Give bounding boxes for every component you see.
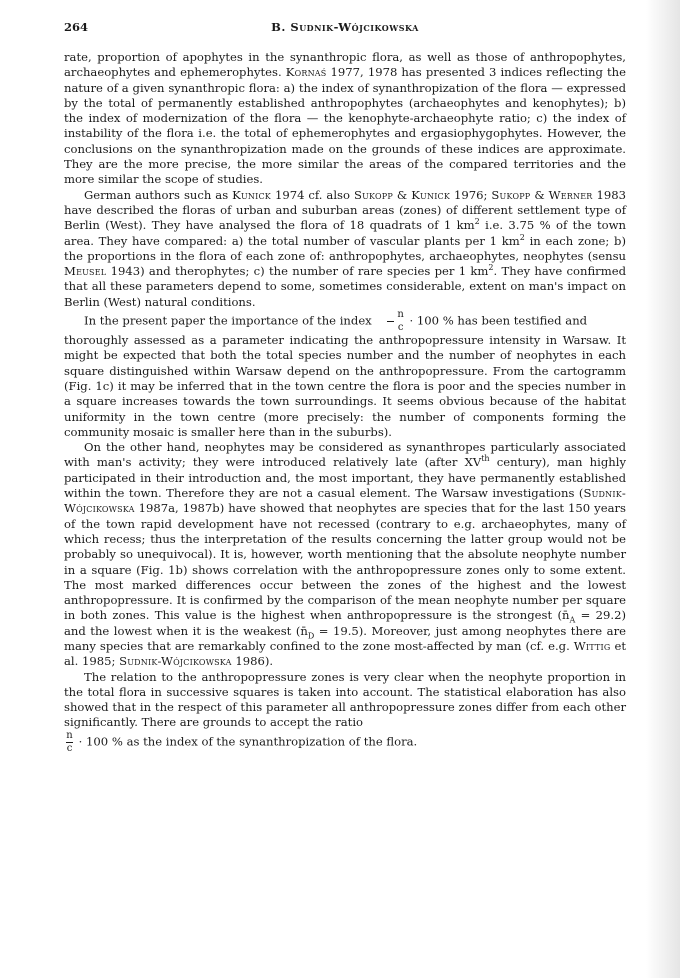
text-run: = 19.5). Moreover, just among neophytes there are many species that are remarkably confined to the zone most-affected by man (cf. e.g. [64, 623, 626, 653]
author-name: Werner [548, 187, 593, 202]
text-run: = 29.2) and the lowest when it is the weakest ( [64, 608, 626, 638]
paragraph-4 [64, 440, 626, 669]
text-run: et al. 1985; [64, 638, 626, 669]
text-run: & [530, 187, 549, 202]
paragraph-3-formula-line [64, 310, 626, 333]
text-run: · 100 % has been testified and [405, 313, 588, 328]
fraction-numerator: n [66, 729, 73, 741]
symbol-mean-n: n̄ [300, 623, 308, 638]
author-name: Sukopp [353, 187, 393, 202]
text-run: i.e. 3.75 % of the town area. They have compared: a) the total number of vascular plants per 1 km [64, 218, 627, 248]
text-run: On the other hand, neophytes may be considered as synanthropes particularly associated with man's activity; they were introduced relatively late (after XV [64, 440, 626, 470]
text-run: in each zone; b) the proportions in the flora of each zone of: anthropophytes, archaeophytes, neophytes (sensu [64, 233, 626, 263]
text-run: In the present paper the importance of the index [84, 313, 376, 328]
page-edge-shading [646, 0, 680, 978]
author-name: Wittig [573, 638, 611, 653]
text-run: · 100 % as the index of the synanthropization of the flora. [75, 734, 418, 749]
fraction-n-over-c [66, 731, 73, 754]
superscript: 2 [519, 232, 525, 242]
fraction-denominator: c [397, 322, 404, 334]
paragraph-5-formula-line [64, 731, 626, 754]
author-name: Meusel [64, 264, 107, 279]
text-run: 1983 have described the floras of urban and suburban areas (zones) of different settlement type of Berlin (West). They have analysed the flora of 18 quadrats of 1 km [64, 187, 626, 233]
text-run: . They have confirmed that all these parameters depend to some, sometimes considerable, extent on man's impact on Berlin (West) natural conditions. [64, 264, 626, 309]
superscript: th [481, 454, 490, 464]
text-run: & [392, 187, 412, 202]
paragraph-3 [64, 333, 626, 440]
author-name: Sukopp [491, 187, 531, 202]
author-name: Kornaś [285, 65, 327, 80]
author-name: Kunick [411, 187, 451, 202]
author-name: Sudnik-Wójcikowska [64, 486, 626, 516]
author-name: Kunick [232, 187, 271, 202]
fraction-bar [387, 321, 394, 322]
subscript: A [569, 615, 576, 625]
running-head: B. Sudnik-Wójcikowska [271, 20, 419, 34]
paragraph-5 [64, 670, 626, 731]
text-run: 1943) and therophytes; c) the number of rare species per 1 km [106, 264, 489, 279]
text-run: 1976; [450, 187, 492, 202]
symbol-mean-n: n̄ [562, 608, 570, 623]
author-name: Sudnik-Wójcikowska [119, 654, 232, 669]
superscript: 2 [474, 217, 480, 227]
paragraph-2 [64, 188, 626, 310]
text-run: German authors such as [84, 187, 233, 202]
text-run: 1986). [231, 654, 274, 669]
fraction-denominator: c [66, 742, 73, 754]
superscript: 2 [488, 263, 494, 273]
paragraph-1 [64, 50, 626, 188]
text-run: rate, proportion of apophytes in the synanthropic flora, as well as those of anthropophytes, archaeophytes and ephemerophytes. [64, 50, 626, 80]
page-header [64, 20, 626, 40]
text-run: thoroughly assessed as a parameter indicating the anthropopressure intensity in Warsaw. It might be expected that both the total species number and the number of neophytes in each square distinguished within Warsaw depend on the anthropopressure. From the cartogramm (Fig. 1c) it may be inferred that in the town centre the flora is poor and the species number in a square increases towards the town surroundings. It seems obvious because of the habitat uniformity in the town centre (more precisely: the number of components forming the community mosaic is smaller here than in the suburbs). [64, 333, 626, 439]
fraction-n-over-c [377, 310, 403, 333]
body-text [64, 50, 626, 754]
text-run: 1974 cf. also [270, 187, 354, 202]
fraction-numerator: n [397, 309, 404, 321]
text-run: century), man highly participated in their introduction and, the most important, they have permanently established within the town. Therefore they are not a casual element. The Warsaw investigations ( [64, 455, 626, 501]
text-run: 1977, 1978 has presented 3 indices reflecting the nature of a given synanthropic flora: a) the index of synanthropization of the flora — expressed by the total of permanently established anthropophytes (archaeophytes and kenophytes); b) the index of modernization of the flora — the kenophyte-archaeophyte ratio; c) the index of instability of the flora i.e. the total of ephemerophytes and ergasiophygophytes. However, the conclusions on the synanthropization made on the grounds of these indices are approximate. They are the more precise, the more similar the areas of the compared territories and the more similar the scope of studies. [64, 65, 626, 187]
text-run: The relation to the anthropopressure zones is very clear when the neophyte proportion in the total flora in successive squares is taken into account. The statistical elaboration has also showed that in the respect of this parameter all anthropopressure zones differ from each other significantly. There are grounds to accept the ratio [64, 669, 626, 730]
text-run: 1987a, 1987b) have showed that neophytes are species that for the last 150 years of the town rapid development have not recessed (contrary to e.g. archaeophytes, many of which recess; thus the interpretation of the results concerning the latter group would not be probably so unequivocal). It is, however, worth mentioning that the absolute neophyte number in a square (Fig. 1b) shows correlation with the anthropopressure zones only to some extent. The most marked differences occur between the zones of the highest and the lowest anthropopressure. It is confirmed by the comparison of the mean neophyte number per square in both zones. This value is the highest when anthropopressure is the strongest ( [64, 501, 626, 623]
subscript: D [307, 631, 315, 640]
page-number: 264 [64, 20, 89, 34]
